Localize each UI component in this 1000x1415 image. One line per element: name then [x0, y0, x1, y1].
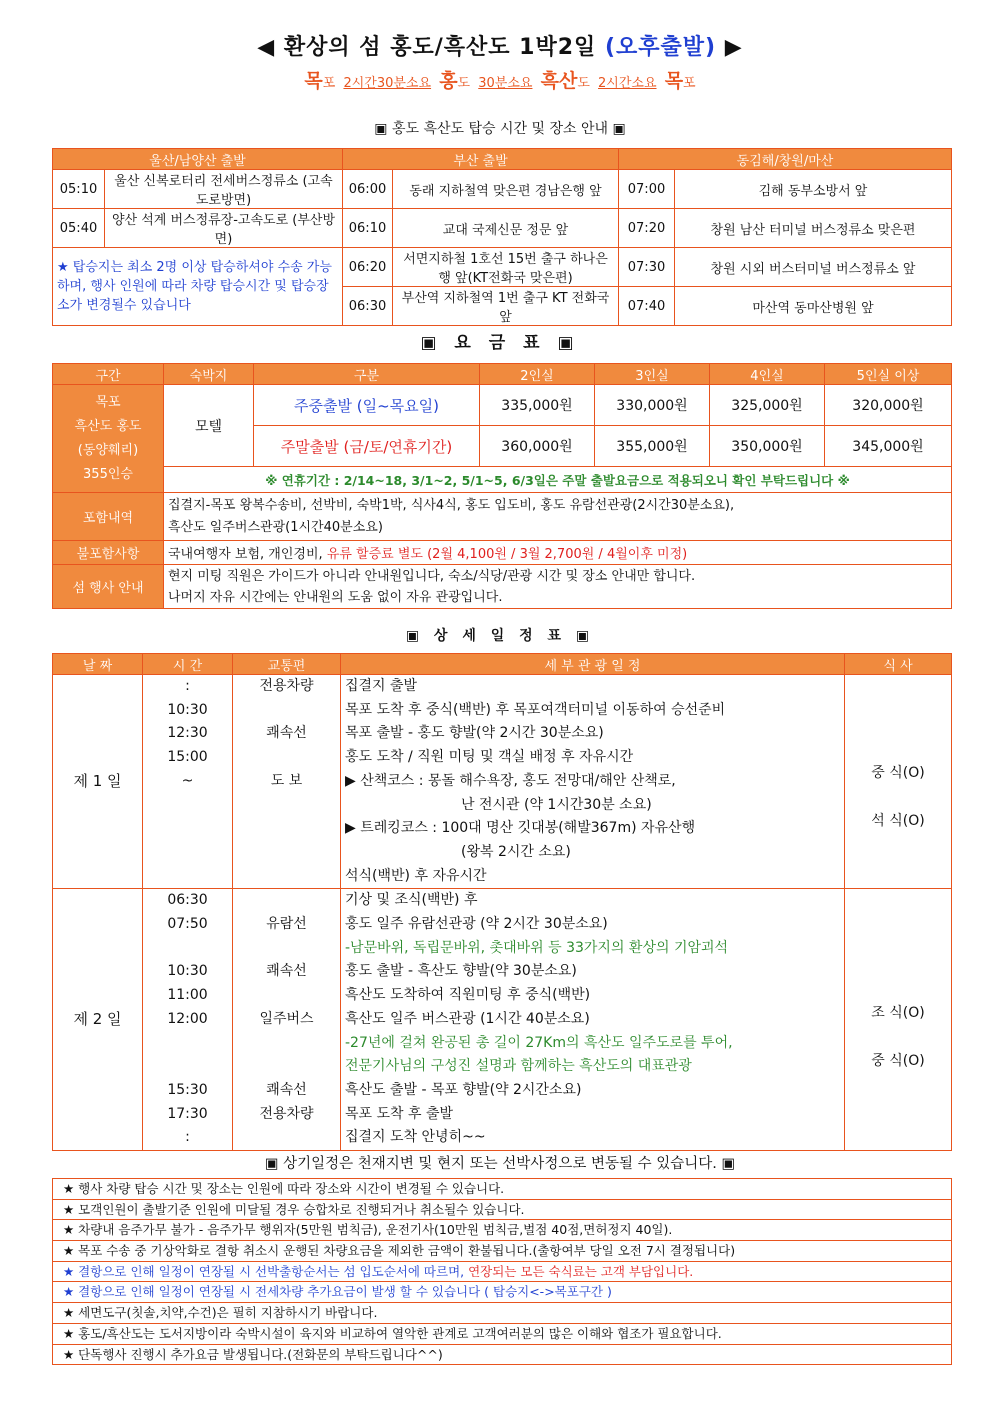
- schedule-time: 10:30: [143, 699, 233, 723]
- schedule-transport: 전용차량: [233, 1103, 341, 1127]
- meal-spacer: [849, 679, 947, 749]
- schedule-row: [53, 770, 952, 794]
- route-mokpo-1: 목: [304, 70, 323, 92]
- schedule-notice: ▣ 상기일정은 천재지변 및 현지 또는 선박사정으로 변동될 수 있습니다. ▣: [264, 1156, 736, 1172]
- schedule-row: [53, 937, 952, 961]
- meal-item: 중 식(O): [871, 1053, 925, 1070]
- fee-route-line: 목포: [95, 394, 121, 410]
- boarding-section-title: ▣ 홍도 흑산도 탑승 시간 및 장소 안내 ▣: [374, 121, 626, 137]
- schedule-time: 15:30: [143, 1079, 233, 1103]
- meal-spacer: [849, 893, 947, 989]
- schedule-table: [52, 653, 952, 1151]
- meal-item: 조 식(O): [871, 1005, 925, 1022]
- page-title: [0, 30, 1000, 61]
- fee-route: [53, 385, 164, 493]
- fee-route-line: (동양훼리): [77, 442, 139, 458]
- schedule-row: [53, 1079, 952, 1103]
- note-text: ★ 결항으로 인해 일정이 연장될 시 전세차량 추가요금이 발생 할 수 있습니다 ( 탑승지<->목포구간 ): [63, 1284, 612, 1300]
- route-line: [0, 66, 1000, 93]
- schedule-detail: 홍도 출발 - 흑산도 향발(약 30분소요): [341, 960, 845, 984]
- schedule-transport: [233, 817, 341, 841]
- schedule-time: 15:00: [143, 746, 233, 770]
- schedule-row: [53, 889, 952, 913]
- fee-exclude-text: 국내여행자 보험, 개인경비,: [168, 547, 323, 562]
- schedule-row: [53, 1055, 952, 1079]
- schedule-detail: 집결지 출발: [341, 675, 845, 699]
- route-duration-3: 2시간소요: [598, 76, 657, 91]
- note-text: ★ 결항으로 인해 일정이 연장될 시 선박출항순서는 섬 입도순서에 따르며,: [63, 1263, 465, 1279]
- ulsan-place: 울산 신복로터리 전세버스정류소 (고속도로방면): [105, 170, 343, 209]
- notes-list: [52, 1178, 952, 1365]
- route-suffix: 포: [322, 76, 336, 91]
- schedule-time: 10:30: [143, 960, 233, 984]
- schedule-row: [53, 841, 952, 865]
- fee-price: 360,000원: [480, 426, 595, 467]
- schedule-detail: ▶ 트레킹코스 : 100대 명산 깃대봉(해발367m) 자유산행: [341, 817, 845, 841]
- route-hongdo: 홍: [439, 70, 458, 92]
- route-suffix: 도: [457, 76, 471, 91]
- fee-include: [164, 493, 952, 541]
- fee-exclude-label: 불포함사항: [53, 541, 164, 565]
- schedule-row: [53, 1126, 952, 1150]
- schedule-time: [143, 794, 233, 818]
- schedule-header: 시 간: [143, 654, 233, 675]
- ulsan-place: 양산 석계 버스정류장-고속도로 (부산방면): [105, 209, 343, 248]
- schedule-detail: 전문기사님의 구성진 설명과 함께하는 흑산도의 대표관광: [341, 1055, 845, 1079]
- schedule-time: :: [143, 675, 233, 699]
- schedule-row: [53, 746, 952, 770]
- note-text: ★ 단독행사 진행시 추가요금 발생됩니다.(전화문의 부탁드립니다^^): [63, 1346, 443, 1362]
- fee-weekend-label: 주말출발 (금/토/연휴기간): [254, 426, 480, 467]
- route-mokpo-2: 목: [664, 70, 684, 92]
- note-text: ★ 차량내 음주가무 불가 - 음주가무 행위자(5만원 범칙금), 운전기사(10만원 범칙금,벌점 40점,면허정지 40일).: [63, 1222, 673, 1238]
- schedule-detail: 석식(백반) 후 자유시간: [341, 865, 845, 889]
- schedule-header: 날 짜: [53, 654, 143, 675]
- fee-price: 320,000원: [825, 385, 952, 426]
- gimhae-time: 07:30: [619, 248, 675, 287]
- schedule-detail: 목포 도착 후 중식(백반) 후 목포여객터미널 이동하여 승선준비: [341, 699, 845, 723]
- busan-place: 부산역 지하철역 1번 출구 KT 전화국 앞: [393, 287, 619, 326]
- day-label: 제 1 일: [53, 675, 143, 889]
- schedule-transport: 쾌속선: [233, 960, 341, 984]
- fee-header: 3인실: [595, 364, 710, 385]
- schedule-time: ~: [143, 770, 233, 794]
- schedule-detail: (왕복 2시간 소요): [341, 841, 845, 865]
- schedule-detail: 집결지 도착 안녕히~~: [341, 1126, 845, 1150]
- note-item: [53, 1303, 951, 1324]
- schedule-time: 17:30: [143, 1103, 233, 1127]
- header-gimhae: 동김해/창원/마산: [619, 149, 952, 170]
- schedule-transport: [233, 1126, 341, 1150]
- meal-cell: [845, 675, 952, 889]
- schedule-transport: [233, 865, 341, 889]
- fee-holiday-note: ※ 연휴기간 : 2/14~18, 3/1~2, 5/1~5, 6/3일은 주말 출발요금으로 적용되오니 확인 부탁드립니다 ※: [164, 467, 952, 493]
- gimhae-time: 07:20: [619, 209, 675, 248]
- schedule-transport: 일주버스: [233, 1008, 341, 1032]
- note-item: [53, 1179, 951, 1200]
- note-item: [53, 1241, 951, 1262]
- schedule-time: 12:30: [143, 722, 233, 746]
- note-text: ★ 행사 차량 탑승 시간 및 장소는 인원에 따라 장소와 시간이 변경될 수 있습니다.: [63, 1181, 505, 1196]
- busan-time: 06:10: [343, 209, 393, 248]
- schedule-transport: 쾌속선: [233, 722, 341, 746]
- gimhae-time: 07:40: [619, 287, 675, 326]
- gimhae-time: 07:00: [619, 170, 675, 209]
- fee-guide: [164, 565, 952, 609]
- route-suffix: 포: [683, 76, 696, 91]
- route-heuksando: 흑산: [540, 70, 578, 92]
- fee-lodging: 모텔: [164, 385, 254, 467]
- fee-header: 4인실: [710, 364, 825, 385]
- day-label: 제 2 일: [53, 889, 143, 1151]
- schedule-transport: [233, 1032, 341, 1056]
- schedule-header: 식 사: [845, 654, 952, 675]
- ulsan-time: 05:10: [53, 170, 105, 209]
- busan-place: 교대 국제신문 정문 앞: [393, 209, 619, 248]
- fee-price: 325,000원: [710, 385, 825, 426]
- schedule-row: [53, 699, 952, 723]
- boarding-note: [53, 248, 343, 326]
- schedule-detail: -27년에 걸쳐 완공된 총 길이 27Km의 흑산도 일주도로를 투어,: [341, 1032, 845, 1056]
- schedule-section-title: ▣ 상 세 일 정 표 ▣: [405, 628, 595, 644]
- schedule-transport: [233, 937, 341, 961]
- schedule-time: 07:50: [143, 913, 233, 937]
- schedule-transport: [233, 841, 341, 865]
- fee-guide-line: 나머지 자유 시간에는 안내원의 도움 없이 자유 관광입니다.: [168, 589, 503, 605]
- fee-header: 구분: [254, 364, 480, 385]
- meal-cell: [845, 889, 952, 1151]
- schedule-row: [53, 960, 952, 984]
- busan-place: 서면지하철 1호선 15번 출구 하나은행 앞(KT전화국 맞은편): [393, 248, 619, 287]
- schedule-transport: [233, 984, 341, 1008]
- gimhae-place: 창원 남산 터미널 버스정류소 맞은편: [675, 209, 952, 248]
- schedule-time: [143, 1055, 233, 1079]
- note-item: [53, 1262, 951, 1283]
- schedule-detail: ▶ 산책코스 : 몽돌 해수욕장, 홍도 전망대/해안 산책로,: [341, 770, 845, 794]
- left-arrow-icon: ◀: [257, 35, 276, 60]
- schedule-row: [53, 984, 952, 1008]
- header-busan: 부산 출발: [343, 149, 619, 170]
- fee-exclude-fuel: 유류 할증료 별도 (2월 4,100원 / 3월 2,700원 / 4월이후 미정): [326, 547, 688, 562]
- schedule-time: [143, 937, 233, 961]
- schedule-row: [53, 865, 952, 889]
- fee-header: 2인실: [480, 364, 595, 385]
- schedule-detail: 홍도 일주 유람선관광 (약 2시간 30분소요): [341, 913, 845, 937]
- schedule-detail: 목포 도착 후 출발: [341, 1103, 845, 1127]
- note-text: ★ 목포 수송 중 기상악화로 결항 취소시 운행된 차량요금을 제외한 금액이 환불됩니다.(출항여부 당일 오전 7시 결정됩니다): [63, 1243, 736, 1259]
- schedule-detail: 기상 및 조식(백반) 후: [341, 889, 845, 913]
- note-text: ★ 홍도/흑산도는 도서지방이라 숙박시설이 육지와 비교하여 열악한 관계로 고객여러분의 많은 이해와 협조가 필요합니다.: [63, 1325, 722, 1341]
- schedule-detail: 흑산도 출발 - 목포 향발(약 2시간소요): [341, 1079, 845, 1103]
- boarding-table: [52, 148, 952, 326]
- note-item: [53, 1345, 951, 1365]
- fee-section-title: ▣ 요 금 표 ▣: [420, 333, 580, 353]
- schedule-header: 교통편: [233, 654, 341, 675]
- schedule-detail: 난 전시관 (약 1시간30분 소요): [341, 794, 845, 818]
- route-duration-1: 2시간30분소요: [343, 76, 432, 91]
- note-item: [53, 1200, 951, 1221]
- gimhae-place: 마산역 동마산병원 앞: [675, 287, 952, 326]
- schedule-transport: [233, 794, 341, 818]
- schedule-time: [143, 865, 233, 889]
- fee-price: 350,000원: [710, 426, 825, 467]
- route-duration-2: 30분소요: [478, 76, 533, 91]
- schedule-transport: [233, 889, 341, 913]
- schedule-row: [53, 1008, 952, 1032]
- schedule-time: 06:30: [143, 889, 233, 913]
- fee-exclude: [164, 541, 952, 565]
- gimhae-place: 창원 시외 버스터미널 버스정류소 앞: [675, 248, 952, 287]
- schedule-time: [143, 841, 233, 865]
- schedule-time: [143, 817, 233, 841]
- fee-table: [52, 363, 952, 609]
- note-text: ★ 모객인원이 출발기준 인원에 미달될 경우 승합차로 진행되거나 취소될수 있습니다.: [63, 1201, 525, 1217]
- schedule-time: 12:00: [143, 1008, 233, 1032]
- schedule-detail: 홍도 도착 / 직원 미팅 및 객실 배정 후 자유시간: [341, 746, 845, 770]
- fee-include-line: 집결지-목포 왕복수송비, 선박비, 숙박1박, 식사4식, 홍도 입도비, 홍도 유람선관광(2시간30분소요),: [168, 497, 735, 513]
- schedule-row: [53, 817, 952, 841]
- fee-price: 355,000원: [595, 426, 710, 467]
- schedule-row: [53, 794, 952, 818]
- schedule-time: 11:00: [143, 984, 233, 1008]
- busan-time: 06:00: [343, 170, 393, 209]
- busan-time: 06:20: [343, 248, 393, 287]
- schedule-row: [53, 1103, 952, 1127]
- schedule-transport: [233, 1055, 341, 1079]
- schedule-transport: 유람선: [233, 913, 341, 937]
- fee-weekday-label: 주중출발 (일~목요일): [254, 385, 480, 426]
- schedule-transport: 쾌속선: [233, 1079, 341, 1103]
- note-item: [53, 1324, 951, 1345]
- schedule-row: [53, 1032, 952, 1056]
- schedule-transport: 전용차량: [233, 675, 341, 699]
- gimhae-place: 김해 동부소방서 앞: [675, 170, 952, 209]
- meal-item: 석 식(O): [871, 813, 925, 829]
- schedule-detail: 목포 출발 - 홍도 향발(약 2시간 30분소요): [341, 722, 845, 746]
- right-arrow-icon: ▶: [724, 35, 743, 60]
- schedule-transport: [233, 746, 341, 770]
- meal-item: 중 식(O): [871, 765, 925, 781]
- header-ulsan: 울산/남양산 출발: [53, 149, 343, 170]
- fee-price: 330,000원: [595, 385, 710, 426]
- fee-header: 숙박지: [164, 364, 254, 385]
- fee-include-label: 포함내역: [53, 493, 164, 541]
- fee-include-line: 흑산도 일주버스관광(1시간40분소요): [168, 519, 383, 535]
- schedule-detail: 흑산도 일주 버스관광 (1시간 40분소요): [341, 1008, 845, 1032]
- fee-route-line: 355인승: [83, 466, 133, 482]
- schedule-row: [53, 913, 952, 937]
- note-item: [53, 1282, 951, 1303]
- fee-price: 345,000원: [825, 426, 952, 467]
- schedule-time: :: [143, 1126, 233, 1150]
- note-text-red: 연장되는 모든 숙식료는 고객 부담입니다.: [464, 1263, 694, 1279]
- fee-price: 335,000원: [480, 385, 595, 426]
- fee-header: 5인실 이상: [825, 364, 952, 385]
- busan-place: 동래 지하철역 맞은편 경남은행 앞: [393, 170, 619, 209]
- fee-guide-line: 현지 미팅 직원은 가이드가 아니라 안내원입니다, 숙소/식당/관광 시간 및 장소 안내만 합니다.: [168, 568, 696, 584]
- title-highlight: (오후출발): [604, 35, 717, 60]
- schedule-transport: 도 보: [233, 770, 341, 794]
- schedule-detail: -남문바위, 독립문바위, 촛대바위 등 33가지의 환상의 기암괴석: [341, 937, 845, 961]
- schedule-time: [143, 1032, 233, 1056]
- boarding-note-text: ★ 탑승지는 최소 2명 이상 탑승하셔야 수송 가능하며, 행사 인원에 따라 차량 탑승시간 및 탑승장소가 변경될수 있습니다: [57, 260, 332, 313]
- fee-header: 구간: [53, 364, 164, 385]
- schedule-row: [53, 675, 952, 699]
- title-main: 환상의 섬 홍도/흑산도 1박2일: [283, 35, 597, 60]
- fee-route-line: 흑산도 홍도: [74, 418, 142, 434]
- schedule-transport: [233, 699, 341, 723]
- schedule-header: 세 부 관 광 일 정: [341, 654, 845, 675]
- route-suffix: 도: [577, 76, 590, 91]
- busan-time: 06:30: [343, 287, 393, 326]
- schedule-row: [53, 722, 952, 746]
- note-item: [53, 1220, 951, 1241]
- note-text: ★ 세면도구(칫솔,치약,수건)은 필히 지참하시기 바랍니다.: [63, 1305, 378, 1321]
- schedule-detail: 흑산도 도착하여 직원미팅 후 중식(백반): [341, 984, 845, 1008]
- ulsan-time: 05:40: [53, 209, 105, 248]
- fee-guide-label: 섬 행사 안내: [53, 565, 164, 609]
